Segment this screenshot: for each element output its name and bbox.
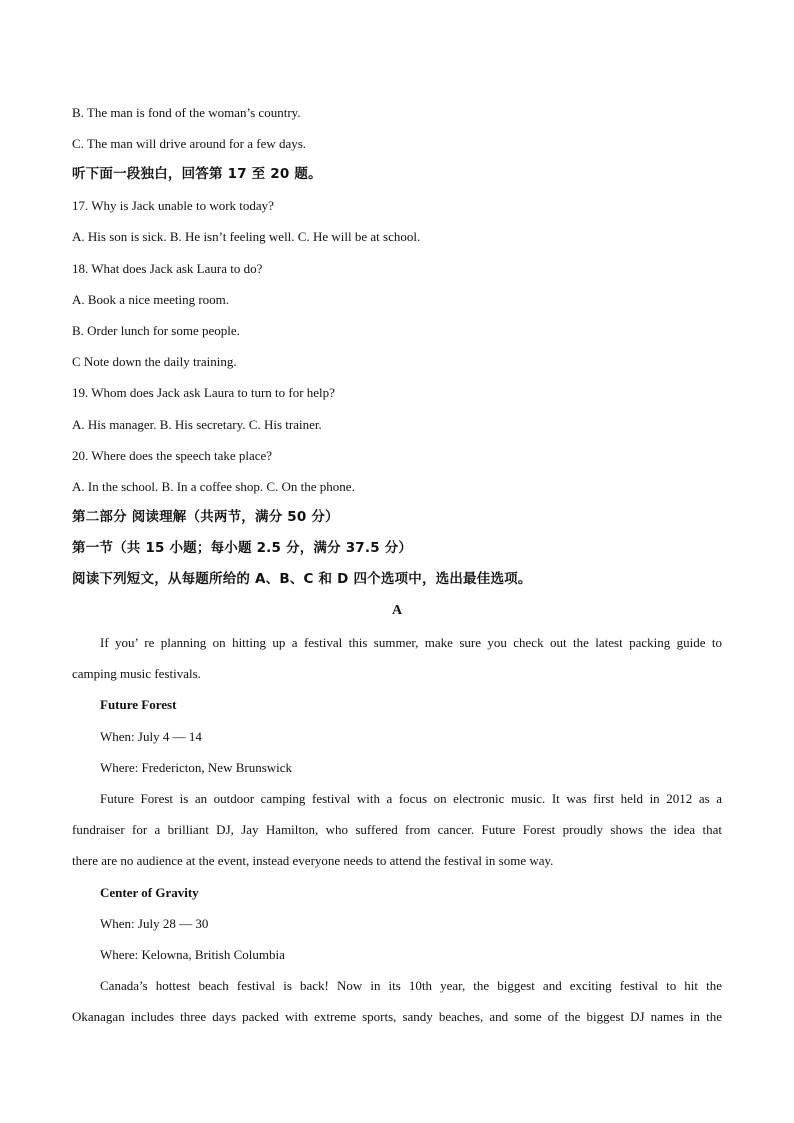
question-19-options: A. His manager. B. His secretary. C. His trainer. (72, 417, 322, 432)
festival-1-name: Future Forest (100, 697, 177, 712)
question-18-option-b: B. Order lunch for some people. (72, 323, 240, 338)
festival-1-when: When: July 4 — 14 (100, 729, 202, 744)
festival-2-when: When: July 28 — 30 (100, 916, 209, 931)
q16-option-c: C. The man will drive around for a few days. (72, 136, 307, 151)
question-17-options: A. His son is sick. B. He isn’t feeling well. C. He will be at school. (72, 229, 421, 244)
festival-2-desc-line-2: Okanagan includes three days packed with extreme sports, sandy beaches, and some of the biggest DJ names in the (72, 1009, 722, 1024)
intro-line-1: If you’ re planning on hitting up a festival this summer, make sure you check out the latest packing guide to (100, 635, 722, 650)
reading-part-title: 第二部分 阅读理解（共两节，满分 50 分） (72, 509, 339, 525)
festival-1-desc-line-1: Future Forest is an outdoor camping festival with a focus on electronic music. It was first held in 2012 as a (100, 791, 722, 806)
question-18-option-c: C Note down the daily training. (72, 354, 237, 369)
festival-2-name: Center of Gravity (100, 885, 199, 900)
q16-option-b: B. The man is fond of the woman’s country. (72, 105, 301, 120)
question-19: 19. Whom does Jack ask Laura to turn to for help? (72, 385, 335, 400)
listening-section-instruction: 听下面一段独白，回答第 17 至 20 题。 (72, 166, 322, 182)
question-17: 17. Why is Jack unable to work today? (72, 198, 274, 213)
festival-1-desc-line-2: fundraiser for a brilliant DJ, Jay Hamilton, who suffered from cancer. Future Forest proudly shows the idea that (72, 822, 722, 837)
question-18-option-a: A. Book a nice meeting room. (72, 292, 230, 307)
reading-instruction: 阅读下列短文，从每题所给的 A、B、C 和 D 四个选项中，选出最佳选项。 (72, 571, 532, 587)
reading-section-title: 第一节（共 15 小题；每小题 2.5 分，满分 37.5 分） (72, 540, 413, 556)
question-20-options: A. In the school. B. In a coffee shop. C. On the phone. (72, 479, 355, 494)
question-20: 20. Where does the speech take place? (72, 448, 273, 463)
festival-2-where: Where: Kelowna, British Columbia (100, 947, 285, 962)
festival-2-desc-line-1: Canada’s hottest beach festival is back! Now in its 10th year, the biggest and exciting festival to hit the (100, 978, 722, 993)
passage-label: A (391, 603, 403, 618)
question-18: 18. What does Jack ask Laura to do? (72, 261, 263, 276)
intro-line-2: camping music festivals. (72, 666, 201, 681)
festival-1-where: Where: Fredericton, New Brunswick (100, 760, 293, 775)
festival-1-desc-line-3: there are no audience at the event, instead everyone needs to attend the festival in some way. (72, 853, 554, 868)
